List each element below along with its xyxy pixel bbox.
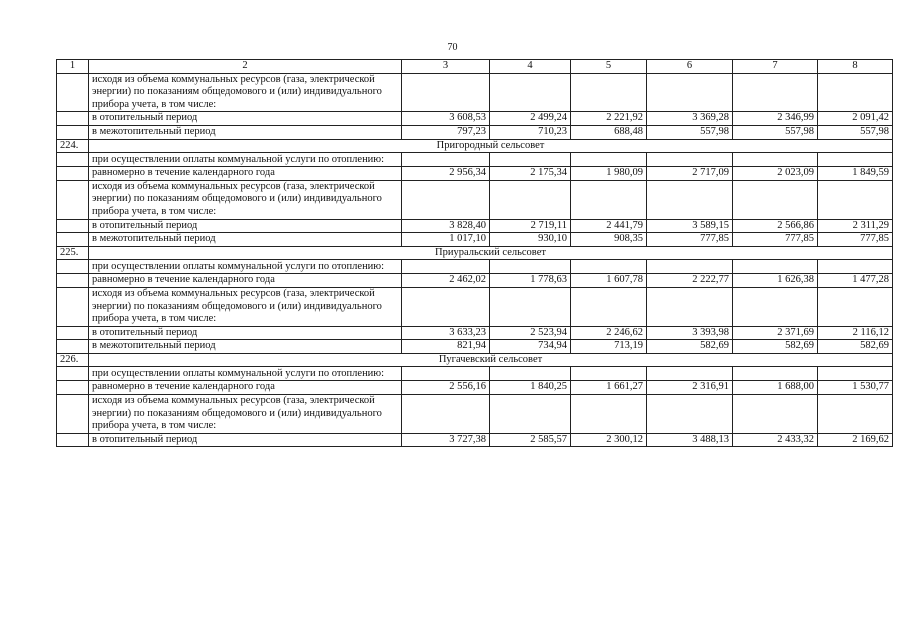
value-cell-col-8: 582,69 xyxy=(818,340,893,354)
header-cell: 3 xyxy=(402,60,490,74)
header-cell: 1 xyxy=(57,60,89,74)
value-cell-col-4 xyxy=(490,367,571,381)
row-description: в отопительный период xyxy=(89,112,402,126)
row-description: исходя из объема коммунальных ресурсов (газа, электрической энергии) по показаниям общедомового и (или) индивидуального прибора учета, в том числе: xyxy=(89,395,402,434)
value-cell-col-7: 2 433,32 xyxy=(733,433,818,447)
value-cell-col-8 xyxy=(818,367,893,381)
value-cell-col-4: 2 499,24 xyxy=(490,112,571,126)
value-cell-col-8 xyxy=(818,260,893,274)
value-cell-col-3: 797,23 xyxy=(402,125,490,139)
value-cell-col-8 xyxy=(818,180,893,219)
section-code: 225. xyxy=(57,246,89,260)
table-row xyxy=(57,433,893,447)
value-cell-col-3 xyxy=(402,260,490,274)
table-row xyxy=(57,125,893,139)
value-cell-col-8: 2 311,29 xyxy=(818,219,893,233)
subheading-row xyxy=(57,287,893,326)
value-cell-col-4 xyxy=(490,153,571,167)
value-cell-col-5: 908,35 xyxy=(571,233,647,247)
value-cell-col-7 xyxy=(733,153,818,167)
value-cell-col-4: 2 523,94 xyxy=(490,326,571,340)
value-cell-col-3 xyxy=(402,73,490,112)
value-cell-col-4 xyxy=(490,73,571,112)
row-description: в отопительный период xyxy=(89,433,402,447)
value-cell-col-5 xyxy=(571,260,647,274)
row-code-cell xyxy=(57,287,89,326)
table-body xyxy=(57,60,893,447)
value-cell-col-7: 2 346,99 xyxy=(733,112,818,126)
header-cell: 2 xyxy=(89,60,402,74)
value-cell-col-5: 713,19 xyxy=(571,340,647,354)
section-row xyxy=(57,353,893,367)
value-cell-col-7 xyxy=(733,73,818,112)
value-cell-col-6 xyxy=(647,395,733,434)
row-description: в отопительный период xyxy=(89,326,402,340)
row-code-cell xyxy=(57,180,89,219)
value-cell-col-5: 2 441,79 xyxy=(571,219,647,233)
row-description: в межотопительный период xyxy=(89,340,402,354)
header-cell: 4 xyxy=(490,60,571,74)
row-description: при осуществлении оплаты коммунальной услуги по отоплению: xyxy=(89,153,402,167)
row-description: равномерно в течение календарного года xyxy=(89,167,402,181)
value-cell-col-7: 2 371,69 xyxy=(733,326,818,340)
subheading-row xyxy=(57,180,893,219)
value-cell-col-6 xyxy=(647,260,733,274)
header-cell: 7 xyxy=(733,60,818,74)
row-description: равномерно в течение календарного года xyxy=(89,274,402,288)
value-cell-col-4: 2 719,11 xyxy=(490,219,571,233)
header-cell: 6 xyxy=(647,60,733,74)
value-cell-col-5: 2 246,62 xyxy=(571,326,647,340)
section-row xyxy=(57,139,893,153)
row-description: в отопительный период xyxy=(89,219,402,233)
row-description: при осуществлении оплаты коммунальной услуги по отоплению: xyxy=(89,260,402,274)
row-description: при осуществлении оплаты коммунальной услуги по отоплению: xyxy=(89,367,402,381)
table-row xyxy=(57,326,893,340)
value-cell-col-8: 2 169,62 xyxy=(818,433,893,447)
section-title: Пугачевский сельсовет xyxy=(89,353,893,367)
row-code-cell xyxy=(57,73,89,112)
value-cell-col-8 xyxy=(818,395,893,434)
value-cell-col-4: 2 585,57 xyxy=(490,433,571,447)
row-description: исходя из объема коммунальных ресурсов (газа, электрической энергии) по показаниям общедомового и (или) индивидуального прибора учета, в том числе: xyxy=(89,73,402,112)
value-cell-col-8 xyxy=(818,73,893,112)
value-cell-col-7 xyxy=(733,180,818,219)
row-code-cell xyxy=(57,260,89,274)
value-cell-col-5 xyxy=(571,73,647,112)
section-row xyxy=(57,246,893,260)
value-cell-col-4: 2 175,34 xyxy=(490,167,571,181)
value-cell-col-3: 2 462,02 xyxy=(402,274,490,288)
value-cell-col-4 xyxy=(490,260,571,274)
value-cell-col-6 xyxy=(647,180,733,219)
row-code-cell xyxy=(57,219,89,233)
row-code-cell xyxy=(57,381,89,395)
value-cell-col-3 xyxy=(402,367,490,381)
row-code-cell xyxy=(57,340,89,354)
page-number: 70 xyxy=(447,42,458,53)
row-code-cell xyxy=(57,367,89,381)
value-cell-col-3: 2 956,34 xyxy=(402,167,490,181)
value-cell-col-6 xyxy=(647,153,733,167)
subheading-row xyxy=(57,260,893,274)
value-cell-col-7: 2 566,86 xyxy=(733,219,818,233)
row-code-cell xyxy=(57,233,89,247)
table-row xyxy=(57,274,893,288)
value-cell-col-5 xyxy=(571,395,647,434)
value-cell-col-8 xyxy=(818,153,893,167)
row-description: равномерно в течение календарного года xyxy=(89,381,402,395)
value-cell-col-6: 777,85 xyxy=(647,233,733,247)
subheading-row xyxy=(57,73,893,112)
row-code-cell xyxy=(57,326,89,340)
value-cell-col-3: 3 633,23 xyxy=(402,326,490,340)
value-cell-col-8: 1 530,77 xyxy=(818,381,893,395)
value-cell-col-6: 3 589,15 xyxy=(647,219,733,233)
row-description: в межотопительный период xyxy=(89,233,402,247)
value-cell-col-7 xyxy=(733,287,818,326)
value-cell-col-4 xyxy=(490,180,571,219)
section-code: 224. xyxy=(57,139,89,153)
row-code-cell xyxy=(57,125,89,139)
value-cell-col-7 xyxy=(733,395,818,434)
value-cell-col-8: 557,98 xyxy=(818,125,893,139)
value-cell-col-4: 710,23 xyxy=(490,125,571,139)
row-description: исходя из объема коммунальных ресурсов (газа, электрической энергии) по показаниям общедомового и (или) индивидуального прибора учета, в том числе: xyxy=(89,180,402,219)
value-cell-col-8 xyxy=(818,287,893,326)
value-cell-col-3 xyxy=(402,153,490,167)
value-cell-col-3: 821,94 xyxy=(402,340,490,354)
row-code-cell xyxy=(57,274,89,288)
value-cell-col-7 xyxy=(733,260,818,274)
table-row xyxy=(57,233,893,247)
table-row xyxy=(57,340,893,354)
value-cell-col-6 xyxy=(647,367,733,381)
value-cell-col-3: 3 727,38 xyxy=(402,433,490,447)
section-code: 226. xyxy=(57,353,89,367)
section-title: Пригородный сельсовет xyxy=(89,139,893,153)
value-cell-col-7 xyxy=(733,367,818,381)
value-cell-col-4 xyxy=(490,395,571,434)
value-cell-col-6: 3 369,28 xyxy=(647,112,733,126)
value-cell-col-5: 1 980,09 xyxy=(571,167,647,181)
value-cell-col-8: 1 477,28 xyxy=(818,274,893,288)
value-cell-col-5 xyxy=(571,153,647,167)
header-row xyxy=(57,60,893,74)
value-cell-col-7: 557,98 xyxy=(733,125,818,139)
value-cell-col-8: 2 091,42 xyxy=(818,112,893,126)
row-code-cell xyxy=(57,433,89,447)
value-cell-col-5: 1 607,78 xyxy=(571,274,647,288)
value-cell-col-5: 2 300,12 xyxy=(571,433,647,447)
value-cell-col-6 xyxy=(647,287,733,326)
value-cell-col-3: 2 556,16 xyxy=(402,381,490,395)
row-description: исходя из объема коммунальных ресурсов (газа, электрической энергии) по показаниям общедомового и (или) индивидуального прибора учета, в том числе: xyxy=(89,287,402,326)
section-title: Приуральский сельсовет xyxy=(89,246,893,260)
value-cell-col-5: 688,48 xyxy=(571,125,647,139)
value-cell-col-6: 2 222,77 xyxy=(647,274,733,288)
value-cell-col-7: 1 688,00 xyxy=(733,381,818,395)
value-cell-col-8: 1 849,59 xyxy=(818,167,893,181)
value-cell-col-6: 3 488,13 xyxy=(647,433,733,447)
value-cell-col-7: 2 023,09 xyxy=(733,167,818,181)
value-cell-col-4 xyxy=(490,287,571,326)
table-row xyxy=(57,112,893,126)
value-cell-col-3 xyxy=(402,287,490,326)
subheading-row xyxy=(57,395,893,434)
value-cell-col-6: 2 316,91 xyxy=(647,381,733,395)
value-cell-col-6: 3 393,98 xyxy=(647,326,733,340)
value-cell-col-3: 1 017,10 xyxy=(402,233,490,247)
value-cell-col-4: 930,10 xyxy=(490,233,571,247)
value-cell-col-5 xyxy=(571,180,647,219)
value-cell-col-6: 557,98 xyxy=(647,125,733,139)
value-cell-col-3 xyxy=(402,395,490,434)
table-row xyxy=(57,167,893,181)
value-cell-col-7: 1 626,38 xyxy=(733,274,818,288)
value-cell-col-7: 777,85 xyxy=(733,233,818,247)
table-row xyxy=(57,219,893,233)
value-cell-col-3: 3 608,53 xyxy=(402,112,490,126)
row-code-cell xyxy=(57,167,89,181)
value-cell-col-8: 777,85 xyxy=(818,233,893,247)
value-cell-col-3 xyxy=(402,180,490,219)
header-cell: 8 xyxy=(818,60,893,74)
value-cell-col-6 xyxy=(647,73,733,112)
value-cell-col-5 xyxy=(571,287,647,326)
value-cell-col-8: 2 116,12 xyxy=(818,326,893,340)
header-cell: 5 xyxy=(571,60,647,74)
row-description: в межотопительный период xyxy=(89,125,402,139)
value-cell-col-7: 582,69 xyxy=(733,340,818,354)
subheading-row xyxy=(57,153,893,167)
row-code-cell xyxy=(57,153,89,167)
value-cell-col-5: 1 661,27 xyxy=(571,381,647,395)
value-cell-col-4: 734,94 xyxy=(490,340,571,354)
subheading-row xyxy=(57,367,893,381)
table-row xyxy=(57,381,893,395)
value-cell-col-5: 2 221,92 xyxy=(571,112,647,126)
value-cell-col-4: 1 840,25 xyxy=(490,381,571,395)
value-cell-col-3: 3 828,40 xyxy=(402,219,490,233)
value-cell-col-6: 2 717,09 xyxy=(647,167,733,181)
value-cell-col-6: 582,69 xyxy=(647,340,733,354)
value-cell-col-5 xyxy=(571,367,647,381)
tariff-table xyxy=(56,59,893,447)
value-cell-col-4: 1 778,63 xyxy=(490,274,571,288)
row-code-cell xyxy=(57,112,89,126)
row-code-cell xyxy=(57,395,89,434)
